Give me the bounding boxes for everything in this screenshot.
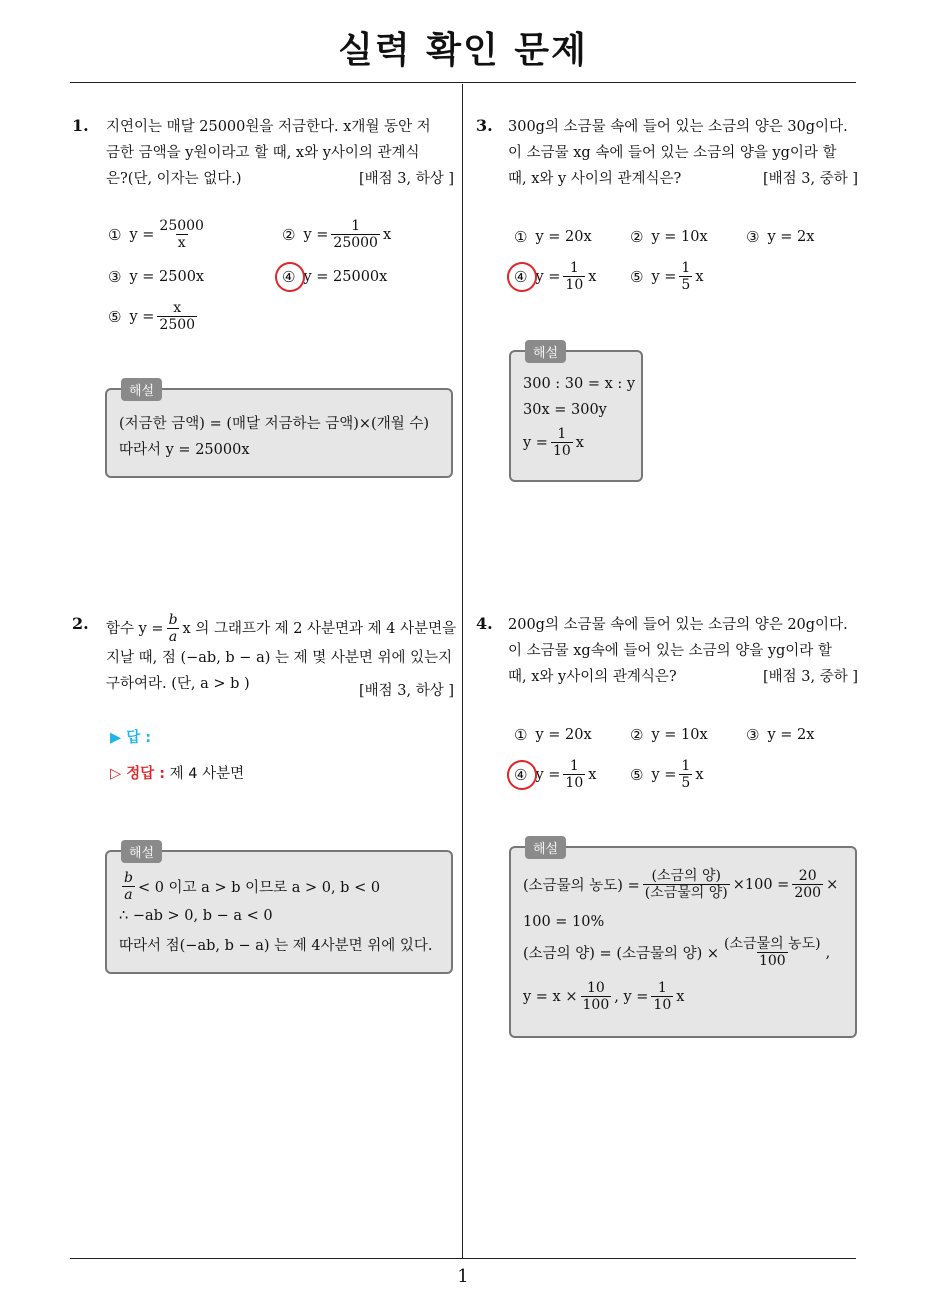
stem-line: 200g의 소금물 속에 들어 있는 소금의 양은 20g이다. — [508, 617, 848, 633]
problem-4 — [474, 612, 858, 1042]
stem-line: 지날 때, 점 (−ab, b − a) 는 제 몇 사분면 위에 있는지 — [106, 650, 453, 666]
correct-label: ▷ 정답 : — [110, 766, 166, 782]
answer-label: ▶ 답 : — [110, 730, 152, 746]
score-meta: [배점 3, 중하 ] — [762, 171, 858, 187]
explanation-box: 해설 $\frac{b}{a}$ < 0 이고 a > b 이므로 a > 0, b < 0 ∴ −ab > 0, b − a < 0 따라서 점(−ab, b − a) 는 제 4사분면 위에 있다. — [105, 850, 453, 974]
expl-line: (저금한 금액) = (매달 저금하는 금액)×(개월 수) — [119, 416, 430, 432]
stem-line: 때, x와 y사이의 관계식은? — [508, 669, 677, 685]
explanation-tag: 해설 — [121, 840, 162, 863]
stem-line: 구하여라. (단, a > b ) — [106, 676, 250, 692]
correct-answer — [110, 762, 244, 783]
stem-line: 때, x와 y 사이의 관계식은? — [508, 171, 682, 187]
expl-line: 따라서 y = 25000x — [119, 442, 250, 458]
option-1[interactable]: ① y = 20x — [514, 726, 592, 744]
correct-value: 제 4 사분면 — [169, 766, 245, 782]
stem-part: x 의 그래프가 제 2 사분면과 제 4 사분면을 — [182, 620, 457, 637]
stem-part: 함수 y = — [106, 620, 164, 637]
option-5[interactable]: ⑤ y = $\frac{1}{5}$ x — [630, 758, 704, 791]
option-5[interactable]: ⑤ y = $\frac{1}{5}$ x — [630, 260, 704, 293]
page-number: 1 — [457, 1266, 469, 1287]
expl-line: < 0 이고 a > b 이므로 a > 0, b < 0 — [137, 880, 381, 896]
explanation-tag: 해설 — [525, 340, 566, 363]
problem-number: 1. — [72, 116, 89, 135]
stem-line: 이 소금물 xg 속에 들어 있는 소금의 양을 yg이라 할 — [508, 145, 837, 161]
expl-line: 100 = 10% — [523, 914, 605, 930]
explanation-tag: 해설 — [525, 836, 566, 859]
stem-line: 금한 금액을 y원이라고 할 때, x와 y사이의 관계식 — [106, 145, 420, 161]
option-3[interactable]: ③ y = 2x — [746, 228, 815, 246]
page-title: 실력 확인 문제 — [338, 30, 588, 71]
stem-line: 은?(단, 이자는 없다.) — [106, 171, 242, 187]
problem-1 — [70, 114, 454, 484]
option-5[interactable]: ⑤ y = $\frac{x}{2500}$ — [108, 300, 196, 333]
stem-line: 이 소금물 xg속에 들어 있는 소금의 양을 yg이라 할 — [508, 643, 832, 659]
top-rule — [70, 82, 856, 83]
expl-line: 따라서 점(−ab, b − a) 는 제 4사분면 위에 있다. — [119, 938, 433, 954]
explanation-box — [105, 384, 453, 478]
option-4-selected[interactable]: ④ y = 25000x — [282, 268, 388, 286]
selected-circle-mark: ④ — [282, 268, 296, 286]
option-2[interactable]: ② y = $\frac{1}{25000}$ x — [282, 218, 392, 251]
stem-line: 300g의 소금물 속에 들어 있는 소금의 양은 30g이다. — [508, 119, 848, 135]
bottom-rule — [70, 1258, 856, 1259]
problem-3 — [474, 114, 858, 484]
expl-line: 30x = 300y — [523, 402, 607, 418]
problem-number: 3. — [476, 116, 493, 135]
option-3[interactable]: ③ y = 2500x — [108, 268, 205, 286]
selected-circle-mark: ④ — [514, 765, 528, 784]
problem-number: 4. — [476, 614, 493, 633]
problem-2: 2. 함수 y = $\frac{b}{a}$ x 의 그래프가 제 2 사분면과 제 4 사분면을 지날 때, 점 (−ab, b − a) 는 제 몇 사분면 위에 있는지 구하여라. (단, a > b ) [배점 3, 하상 ] ▶ 답 : ▷ 정답 : 제 4 사분면 해설 $\frac{b}{a}$ < 0 이고 a > b 이므로 a > 0, b < 0 ∴ −ab > 0, b − a < 0 따라서 점(−ab, b − a) 는 제 4사분면 위에 있다. — [70, 612, 454, 982]
option-1[interactable]: ① y = 20x — [514, 228, 592, 246]
option-3[interactable]: ③ y = 2x — [746, 726, 815, 744]
stem-line: 지연이는 매달 25000원을 저금한다. x개월 동안 저 — [106, 119, 431, 135]
option-2[interactable]: ② y = 10x — [630, 228, 708, 246]
explanation-tag: 해설 — [121, 378, 162, 401]
option-4-selected[interactable]: ④ y = $\frac{1}{10}$ x — [514, 260, 597, 293]
expl-line: 300 : 30 = x : y — [523, 376, 636, 392]
score-meta: [배점 3, 하상 ] — [358, 171, 454, 187]
explanation-box: 해설 300 : 30 = x : y 30x = 300y y = $\frac{1}{10}$ x — [509, 350, 643, 482]
column-divider — [462, 84, 463, 1258]
option-4-selected[interactable]: ④ y = $\frac{1}{10}$ x — [514, 758, 597, 791]
score-meta: [배점 3, 중하 ] — [762, 669, 858, 685]
option-1[interactable]: ① y = $\frac{25000}{x}$ — [108, 218, 204, 251]
option-2[interactable]: ② y = 10x — [630, 726, 708, 744]
selected-circle-mark: ④ — [514, 267, 528, 286]
problem-number: 2. — [72, 614, 89, 633]
explanation-box: 해설 (소금물의 농도) = $\frac{\text{(소금의 양)}}{\text{(소금물의 양)}}$ ×100 = $\frac{20}{200}$ × 100 = 10% (소금의 양) = (소금물의 양) × $\frac{\text{(소금물의 농도)}}{100}$ , y = x × $\frac{10}{100}$ , y = $\frac{1}{10}$ x — [509, 846, 857, 1038]
expl-line: ∴ −ab > 0, b − a < 0 — [119, 908, 273, 924]
score-meta: [배점 3, 하상 ] — [358, 683, 454, 699]
